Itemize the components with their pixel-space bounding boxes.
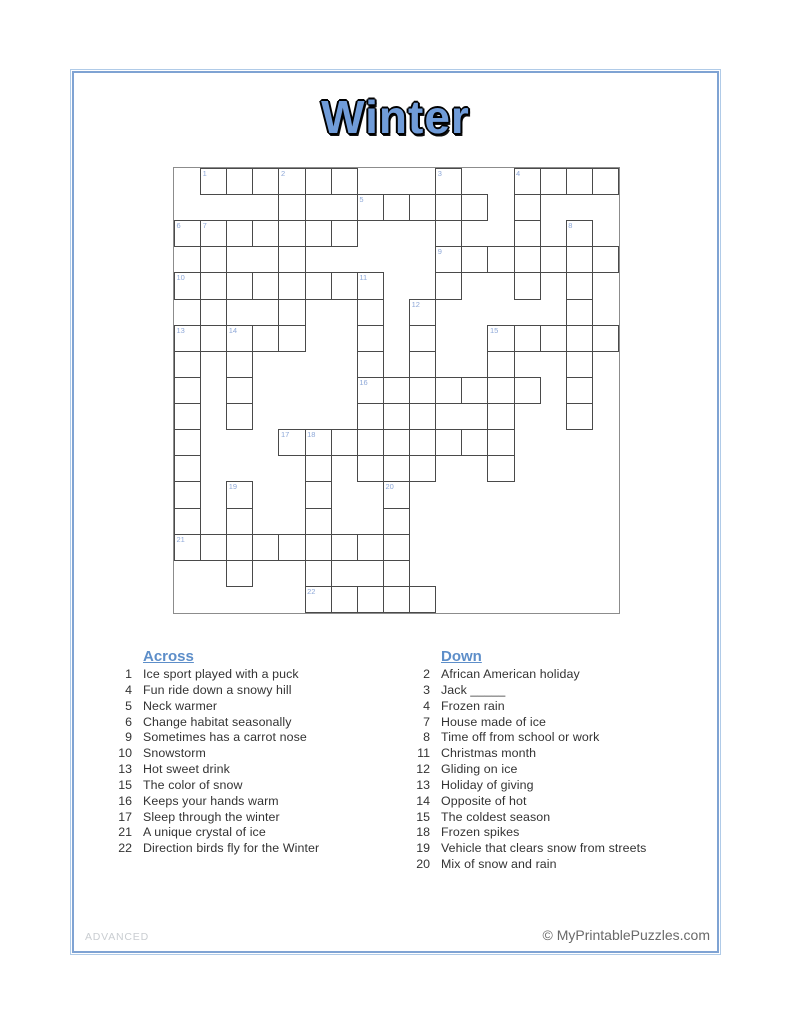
clue-number: 2 bbox=[423, 667, 430, 681]
down-clue-item bbox=[406, 857, 646, 873]
clue-text: African American holiday bbox=[441, 667, 580, 681]
grid-cell bbox=[174, 481, 201, 508]
grid-cell bbox=[200, 534, 227, 561]
grid-cell bbox=[487, 429, 514, 456]
down-clue-item bbox=[406, 841, 646, 857]
grid-number: 19 bbox=[228, 482, 238, 492]
grid-cell bbox=[409, 429, 436, 456]
grid-number: 5 bbox=[359, 195, 364, 205]
grid-number: 12 bbox=[411, 299, 420, 309]
grid-cell bbox=[461, 194, 488, 221]
grid-cell bbox=[174, 351, 201, 378]
grid-cell bbox=[357, 429, 384, 456]
grid-cell bbox=[409, 403, 436, 430]
grid-cell bbox=[252, 168, 279, 195]
clue-number: 19 bbox=[416, 841, 430, 856]
across-clue-list bbox=[108, 667, 319, 857]
clue-text: Keeps your hands warm bbox=[143, 793, 279, 808]
grid-number: 16 bbox=[359, 377, 368, 387]
grid-cell bbox=[487, 246, 514, 273]
grid-cell bbox=[357, 403, 384, 430]
grid-cell bbox=[331, 586, 358, 613]
grid-cell bbox=[174, 455, 201, 482]
clue-number: 21 bbox=[118, 825, 132, 840]
grid-cell bbox=[174, 429, 201, 456]
grid-cell bbox=[278, 272, 305, 299]
clue-number: 11 bbox=[417, 746, 430, 761]
clue-text: Holiday of giving bbox=[441, 777, 534, 792]
grid-cell bbox=[566, 246, 593, 273]
down-clue-item bbox=[406, 810, 646, 826]
grid-cell bbox=[357, 455, 384, 482]
clue-text: Neck warmer bbox=[143, 698, 218, 713]
clue-text: House made of ice bbox=[441, 714, 547, 729]
grid-cell bbox=[592, 325, 619, 352]
grid-cell bbox=[409, 586, 436, 613]
grid-cell bbox=[252, 325, 279, 352]
grid-cell bbox=[514, 325, 541, 352]
grid-cell bbox=[278, 246, 305, 273]
grid-cell bbox=[409, 194, 436, 221]
clue-number: 10 bbox=[118, 746, 132, 761]
grid-cell bbox=[461, 377, 488, 404]
grid-cell bbox=[383, 429, 410, 456]
grid-cell bbox=[487, 351, 514, 378]
grid-number: 1 bbox=[202, 169, 207, 178]
clue-number: 5 bbox=[125, 698, 132, 713]
grid-number: 11 bbox=[359, 273, 368, 283]
across-clue-item bbox=[108, 715, 319, 731]
grid-cell bbox=[383, 534, 410, 561]
down-clue-item bbox=[406, 683, 646, 699]
grid-cell bbox=[461, 246, 488, 273]
grid-cell bbox=[383, 508, 410, 535]
across-clue-item bbox=[108, 778, 319, 794]
grid-cell bbox=[592, 168, 619, 195]
grid-cell bbox=[305, 481, 332, 508]
clue-number: 8 bbox=[423, 730, 430, 745]
clue-text: Mix of snow and rain bbox=[441, 857, 557, 872]
grid-cell bbox=[383, 560, 410, 587]
difficulty-label: ADVANCED bbox=[85, 931, 149, 943]
grid-cell bbox=[200, 246, 227, 273]
clue-number: 12 bbox=[416, 762, 430, 777]
across-clue-item bbox=[108, 794, 319, 810]
grid-cell bbox=[226, 168, 253, 195]
grid-cell bbox=[357, 586, 384, 613]
grid-cell bbox=[383, 586, 410, 613]
grid-number: 15 bbox=[489, 325, 499, 335]
grid-cell bbox=[487, 377, 514, 404]
clue-number: 9 bbox=[125, 730, 132, 745]
grid-cell bbox=[305, 560, 332, 587]
grid-cell bbox=[514, 377, 541, 404]
grid-cell bbox=[566, 299, 593, 326]
down-clue-item bbox=[406, 699, 646, 715]
down-clue-item bbox=[406, 762, 646, 778]
grid-cell bbox=[435, 429, 462, 456]
grid-number: 17 bbox=[280, 430, 290, 440]
clue-number: 15 bbox=[416, 809, 430, 824]
grid-cell bbox=[514, 272, 541, 299]
grid-number: 6 bbox=[176, 221, 181, 231]
clue-text: Direction birds fly for the Winter bbox=[143, 841, 320, 856]
grid-cell bbox=[357, 534, 384, 561]
grid-cell bbox=[435, 272, 462, 299]
grid-cell bbox=[383, 455, 410, 482]
grid-cell bbox=[435, 377, 462, 404]
clue-text: Change habitat seasonally bbox=[143, 714, 292, 729]
grid-cell bbox=[540, 168, 567, 195]
down-clue-item bbox=[406, 730, 646, 746]
grid-cell bbox=[200, 299, 227, 326]
grid-cell bbox=[278, 534, 305, 561]
clue-text: Jack _____ bbox=[441, 682, 506, 697]
clue-text: Gliding on ice bbox=[441, 762, 518, 777]
grid-number: 7 bbox=[202, 221, 207, 231]
clue-text: The coldest season bbox=[441, 809, 551, 824]
clue-number: 3 bbox=[423, 682, 430, 697]
across-clue-item bbox=[108, 841, 319, 857]
across-clue-item bbox=[108, 746, 319, 762]
clue-number: 13 bbox=[416, 777, 430, 792]
grid-number: 21 bbox=[176, 534, 185, 544]
crossword-grid bbox=[174, 168, 620, 614]
across-clue-item bbox=[108, 683, 319, 699]
clue-text: A unique crystal of ice bbox=[143, 825, 266, 840]
grid-cell bbox=[540, 246, 567, 273]
grid-cell bbox=[409, 377, 436, 404]
clue-text: Snowstorm bbox=[143, 746, 206, 761]
grid-cell bbox=[331, 429, 358, 456]
grid-cell bbox=[487, 455, 514, 482]
grid-cell bbox=[305, 508, 332, 535]
grid-cell bbox=[174, 377, 201, 404]
grid-cell bbox=[357, 351, 384, 378]
grid-cell bbox=[252, 220, 279, 247]
grid-cell bbox=[174, 403, 201, 430]
grid-cell bbox=[278, 325, 305, 352]
grid-cell bbox=[226, 377, 253, 404]
grid-cell bbox=[331, 534, 358, 561]
grid-cell bbox=[409, 351, 436, 378]
grid-cell bbox=[278, 194, 305, 221]
clue-text: Frozen rain bbox=[441, 698, 505, 713]
clue-text: Sleep through the winter bbox=[143, 809, 280, 824]
grid-cell bbox=[252, 534, 279, 561]
across-clue-item bbox=[108, 762, 319, 778]
clue-number: 14 bbox=[416, 793, 430, 808]
grid-cell bbox=[566, 377, 593, 404]
across-clue-item bbox=[108, 825, 319, 841]
clue-text: Ice sport played with a puck bbox=[143, 667, 299, 681]
clue-number: 20 bbox=[416, 857, 430, 872]
grid-cell bbox=[305, 272, 332, 299]
clue-number: 16 bbox=[118, 793, 132, 808]
across-clue-item bbox=[108, 730, 319, 746]
clue-text: Sometimes has a carrot nose bbox=[143, 730, 307, 745]
grid-cell bbox=[566, 272, 593, 299]
grid-cell bbox=[331, 272, 358, 299]
grid-cell bbox=[305, 220, 332, 247]
grid-cell bbox=[305, 455, 332, 482]
grid-cell bbox=[200, 325, 227, 352]
grid-cell bbox=[174, 508, 201, 535]
grid-cell bbox=[226, 351, 253, 378]
grid-number: 22 bbox=[307, 586, 316, 596]
grid-cell bbox=[331, 168, 358, 195]
grid-cell bbox=[200, 272, 227, 299]
grid-cell bbox=[514, 220, 541, 247]
grid-number: 9 bbox=[437, 247, 442, 257]
across-clue-item bbox=[108, 699, 319, 715]
across-clue-item bbox=[108, 810, 319, 826]
down-header: Down bbox=[441, 648, 482, 665]
clue-text: Time off from school or work bbox=[441, 730, 600, 745]
grid-cell bbox=[383, 194, 410, 221]
grid-cell bbox=[592, 246, 619, 273]
clue-text: Vehicle that clears snow from streets bbox=[441, 841, 647, 856]
clue-number: 4 bbox=[125, 682, 132, 697]
down-clue-list bbox=[406, 667, 646, 873]
grid-cell bbox=[566, 351, 593, 378]
grid-cell bbox=[226, 534, 253, 561]
grid-number: 18 bbox=[307, 430, 316, 440]
grid-cell bbox=[435, 220, 462, 247]
grid-cell bbox=[357, 299, 384, 326]
grid-number: 13 bbox=[176, 325, 185, 335]
grid-cell bbox=[566, 403, 593, 430]
puzzle-title: Winter bbox=[321, 91, 470, 143]
grid-cell bbox=[226, 272, 253, 299]
grid-cell bbox=[305, 534, 332, 561]
clue-text: Christmas month bbox=[441, 746, 537, 761]
grid-cell bbox=[540, 325, 567, 352]
grid-cell bbox=[357, 325, 384, 352]
grid-cell bbox=[409, 455, 436, 482]
down-clue-item bbox=[406, 715, 646, 731]
grid-cell bbox=[514, 246, 541, 273]
clue-number: 17 bbox=[118, 809, 132, 824]
clue-text: Frozen spikes bbox=[441, 825, 520, 840]
clue-number: 1 bbox=[125, 667, 132, 681]
grid-cell bbox=[278, 299, 305, 326]
grid-number: 4 bbox=[516, 169, 521, 178]
grid-cell bbox=[278, 220, 305, 247]
grid-cell bbox=[566, 325, 593, 352]
clue-text: Fun ride down a snowy hill bbox=[143, 682, 292, 697]
grid-cell bbox=[383, 377, 410, 404]
down-clue-item bbox=[406, 746, 646, 762]
clue-number: 13 bbox=[118, 762, 132, 777]
grid-cell bbox=[566, 168, 593, 195]
clue-number: 7 bbox=[423, 714, 430, 729]
grid-cell bbox=[331, 220, 358, 247]
grid-cell bbox=[435, 194, 462, 221]
clue-number: 6 bbox=[125, 714, 132, 729]
grid-cell bbox=[252, 272, 279, 299]
grid-number: 2 bbox=[280, 169, 286, 178]
clue-text: Opposite of hot bbox=[441, 793, 527, 808]
copyright-text: © MyPrintablePuzzles.com bbox=[542, 927, 710, 943]
clue-text: Hot sweet drink bbox=[143, 762, 230, 777]
grid-number: 8 bbox=[568, 221, 573, 231]
across-clue-item bbox=[108, 667, 319, 683]
grid-cell bbox=[226, 508, 253, 535]
grid-number: 10 bbox=[176, 273, 185, 283]
grid-cell bbox=[461, 429, 488, 456]
clue-number: 18 bbox=[416, 825, 430, 840]
grid-cell bbox=[226, 403, 253, 430]
grid-cell bbox=[487, 403, 514, 430]
grid-cell bbox=[226, 560, 253, 587]
down-clue-item bbox=[406, 794, 646, 810]
clue-number: 22 bbox=[118, 841, 132, 856]
grid-number: 3 bbox=[437, 169, 442, 178]
down-clue-item bbox=[406, 667, 646, 683]
across-header: Across bbox=[143, 648, 194, 665]
grid-number: 20 bbox=[385, 482, 394, 492]
down-clue-item bbox=[406, 825, 646, 841]
grid-cell bbox=[514, 194, 541, 221]
grid-cell bbox=[226, 220, 253, 247]
down-clue-item bbox=[406, 778, 646, 794]
clue-number: 15 bbox=[118, 777, 132, 792]
grid-number: 14 bbox=[228, 325, 238, 335]
grid-cell bbox=[409, 325, 436, 352]
clue-number: 4 bbox=[423, 698, 430, 713]
clue-text: The color of snow bbox=[143, 777, 243, 792]
grid-cell bbox=[305, 168, 332, 195]
